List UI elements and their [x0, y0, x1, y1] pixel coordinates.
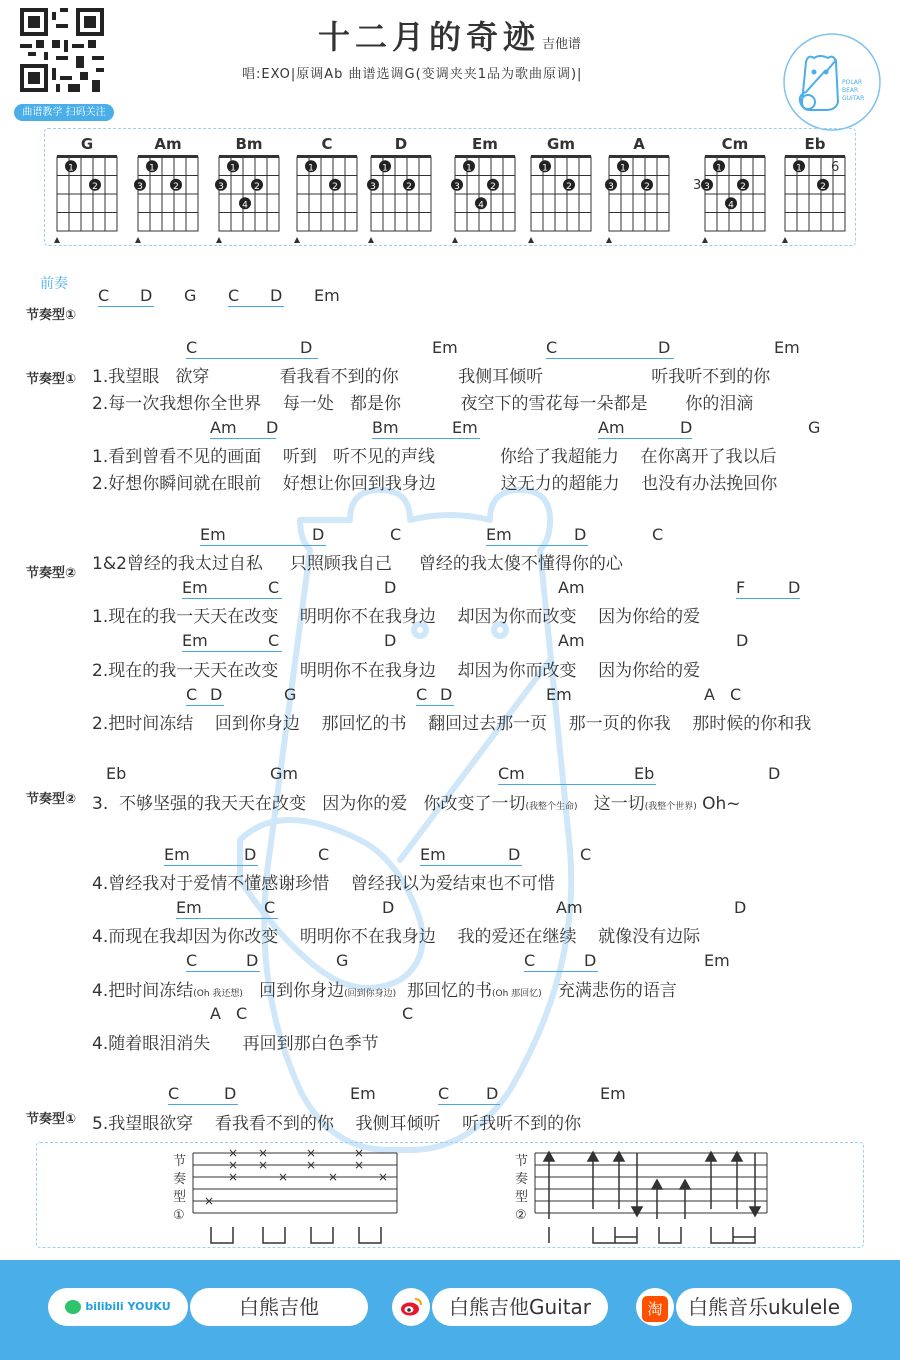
- svg-text:2: 2: [332, 181, 338, 192]
- lyric-line-v1a: 1.我望眼 欲穿 看我看不到的你 我侧耳倾听 听我听不到的你: [92, 367, 771, 387]
- chord-am: [134, 135, 198, 243]
- d3-text-1: 4.把时间冻结: [92, 981, 194, 1001]
- lyric-line-v2b: 2.好想你瞬间就在眼前 好想让你回到我身边 这无力的超能力 也没有办法挽回你: [92, 474, 778, 494]
- chord-underline: [416, 705, 454, 706]
- lyric-line-c1: 1&2曾经的我太过自私 只照顾我自己 曾经的我太傻不懂得你的心: [92, 554, 623, 574]
- chord-symbol: C: [264, 898, 276, 917]
- chord-symbol: D: [210, 685, 223, 704]
- chord-symbol: Em: [600, 1084, 626, 1103]
- svg-text:2: 2: [740, 181, 746, 192]
- chord-diagrams: [45, 129, 857, 247]
- rhythm-label-3: 节奏型②: [26, 566, 77, 581]
- chord-symbol: C: [186, 951, 198, 970]
- chord-symbol: D: [300, 338, 313, 357]
- svg-text:1: 1: [382, 163, 388, 174]
- chord-symbol: D: [788, 578, 801, 597]
- chord-symbol: C: [98, 286, 110, 305]
- chord-symbol: Am: [598, 418, 625, 437]
- title-suffix: 吉他谱: [542, 37, 582, 52]
- chord-symbol: Em: [546, 685, 572, 704]
- chord-symbol: D: [584, 951, 597, 970]
- chord-symbol: D: [658, 338, 671, 357]
- svg-text:1: 1: [716, 163, 722, 174]
- lyric-line-d3: [92, 976, 677, 1001]
- rhythm-diagrams: [37, 1143, 865, 1249]
- lyric-line-bridge: [92, 789, 741, 814]
- svg-text:2: 2: [490, 181, 496, 192]
- bridge-text-3: Oh~: [702, 794, 741, 814]
- chord-underline: [98, 306, 154, 307]
- lyric-line-d4: 4.随着眼泪消失 再回到那白色季节: [92, 1034, 379, 1054]
- svg-text:1: 1: [466, 163, 472, 174]
- taobao-glyph: 淘: [642, 1296, 668, 1322]
- r2-char-2: 奏: [515, 1172, 529, 1187]
- chord-underline: [210, 438, 276, 439]
- chord-name: C: [321, 135, 333, 153]
- lyric-line-c3: 2.现在的我一天天在改变 明明你不在我身边 却因为你而改变 因为你给的爱: [92, 661, 701, 681]
- svg-text:×: ×: [305, 1158, 317, 1172]
- svg-text:3: 3: [454, 181, 460, 192]
- chord-symbol: C: [652, 525, 664, 544]
- chord-symbol: D: [574, 525, 587, 544]
- lyric-line-c4: 2.把时间冻结 回到你身边 那回忆的书 翻回过去那一页 那一页的你我 那时候的你和我: [92, 714, 812, 734]
- chord-underline: [168, 1104, 238, 1105]
- chord-underline: [164, 865, 258, 866]
- svg-text:1: 1: [796, 163, 802, 174]
- chord-symbol: D: [508, 845, 521, 864]
- r2-strokes: [544, 1152, 760, 1219]
- lyric-line-d2: 4.而现在我却因为你改变 明明你不在我身边 我的爱还在继续 就像没有边际: [92, 927, 701, 947]
- chord-symbol: C: [580, 845, 592, 864]
- svg-text:4: 4: [242, 200, 248, 211]
- chord-name: Am: [154, 135, 182, 153]
- chord-symbol: C: [438, 1084, 450, 1103]
- chord-a: [605, 135, 669, 243]
- chord-symbol: D: [680, 418, 693, 437]
- chord-underline: [438, 1104, 500, 1105]
- svg-text:×: ×: [227, 1146, 239, 1160]
- chord-underline: [200, 545, 326, 546]
- d3-text-2: 回到你身边: [259, 981, 345, 1001]
- svg-text:3: 3: [608, 181, 614, 192]
- rhythm-label-4: 节奏型②: [26, 792, 77, 807]
- svg-text:×: ×: [227, 1158, 239, 1172]
- chord-chart-box: [44, 128, 856, 246]
- chord-underline: [486, 545, 588, 546]
- chord-underline: [186, 358, 318, 359]
- svg-text:4: 4: [728, 200, 734, 211]
- chord-symbol: C: [524, 951, 536, 970]
- svg-text:1: 1: [308, 163, 314, 174]
- d3-text-4: 充满悲伤的语言: [557, 981, 677, 1001]
- chord-symbol: Am: [556, 898, 583, 917]
- chord-name: A: [633, 135, 645, 153]
- svg-text:1: 1: [149, 163, 155, 174]
- lyric-line-e: 5.我望眼欲穿 看我看不到的你 我侧耳倾听 听我听不到的你: [92, 1114, 582, 1134]
- lyric-line-v2a: 1.看到曾看不见的画面 听到 听不见的声线 你给了我超能力 在你离开了我以后: [92, 447, 777, 467]
- svg-text:4: 4: [478, 200, 484, 211]
- chord-c: [294, 135, 357, 243]
- chord-bm: [215, 135, 279, 243]
- chord-g: [54, 135, 117, 243]
- svg-text:2: 2: [92, 181, 98, 192]
- chord-symbol: Em: [200, 525, 226, 544]
- chord-symbol: D: [440, 685, 453, 704]
- rhythm-pattern-2: [515, 1153, 528, 1223]
- chord-symbol: C: [390, 525, 402, 544]
- chord-symbol: Em: [774, 338, 800, 357]
- chord-symbol: D: [244, 845, 257, 864]
- chord-symbol: Em: [704, 951, 730, 970]
- chord-symbol: C: [730, 685, 742, 704]
- chord-symbol: C: [416, 685, 428, 704]
- chord-em: [451, 135, 515, 243]
- chord-symbol: Am: [210, 418, 237, 437]
- bridge-text-1: 3. 不够坚强的我天天在改变 因为你的爱 你改变了一切: [92, 794, 526, 814]
- chord-symbol: C: [168, 1084, 180, 1103]
- svg-text:3: 3: [370, 181, 376, 192]
- d3-text-3: 那回忆的书: [406, 981, 492, 1001]
- chord-underline: [182, 651, 282, 652]
- r1-beams: [211, 1227, 381, 1243]
- chord-symbol: Gm: [270, 764, 298, 783]
- r2-beams: [549, 1227, 755, 1243]
- svg-text:×: ×: [203, 1194, 215, 1208]
- svg-text:2: 2: [820, 181, 826, 192]
- svg-text:1: 1: [542, 163, 548, 174]
- r2-staff: [535, 1153, 767, 1213]
- wechat-icon: [65, 1300, 81, 1314]
- chord-symbol: D: [140, 286, 153, 305]
- r2-char-3: 型: [515, 1190, 529, 1205]
- video-platforms[interactable]: [48, 1288, 188, 1326]
- svg-text:2: 2: [644, 181, 650, 192]
- chord-d: [367, 135, 431, 243]
- chord-symbol: D: [384, 631, 397, 650]
- chord-underline: [546, 358, 674, 359]
- chord-symbol: Am: [558, 578, 585, 597]
- r1-char-4: ①: [173, 1208, 185, 1223]
- chord-symbol: D: [768, 764, 781, 783]
- chord-symbol: C: [546, 338, 558, 357]
- chord-symbol: Em: [350, 1084, 376, 1103]
- chord-underline: [186, 705, 224, 706]
- svg-text:2: 2: [173, 181, 179, 192]
- rhythm-label-2: 节奏型①: [26, 372, 77, 387]
- chord-underline: [182, 598, 282, 599]
- chord-symbol: F: [736, 578, 746, 597]
- bridge-note-1: (我整个生命): [525, 802, 578, 812]
- svg-text:×: ×: [353, 1158, 365, 1172]
- chord-underline: [176, 918, 278, 919]
- svg-text:3: 3: [218, 181, 224, 192]
- chord-cm: [693, 135, 765, 243]
- logo-text-1: POLAR: [842, 79, 863, 86]
- logo-text-3: GUITAR: [842, 95, 865, 102]
- r1-char-1: 节: [173, 1154, 187, 1169]
- chord-symbol: C: [268, 631, 280, 650]
- rhythm-label-1: 节奏型①: [26, 308, 77, 323]
- chord-gm: [528, 135, 591, 243]
- svg-text:×: ×: [277, 1170, 289, 1184]
- weibo-glyph: [399, 1295, 423, 1319]
- lyric-line-d1: 4.曾经我对于爱情不懂感谢珍惜 曾经我以为爱结束也不可惜: [92, 874, 555, 894]
- taobao-icon[interactable]: [636, 1288, 674, 1326]
- svg-text:×: ×: [257, 1146, 269, 1160]
- chord-symbol: D: [224, 1084, 237, 1103]
- lyric-line-v1b: 2.每一次我想你全世界 每一处 都是你 夜空下的雪花每一朵都是 你的泪滴: [92, 394, 754, 414]
- r1-char-2: 奏: [173, 1172, 187, 1187]
- chord-underline: [598, 438, 692, 439]
- bridge-note-2: (我整个世界): [644, 802, 697, 812]
- chord-underline: [372, 438, 480, 439]
- svg-text:2: 2: [254, 181, 260, 192]
- chord-eb: [782, 135, 845, 243]
- chord-symbol: C: [186, 685, 198, 704]
- svg-text:2: 2: [406, 181, 412, 192]
- chord-symbol: Em: [182, 578, 208, 597]
- chord-symbol: Eb: [106, 764, 127, 783]
- bridge-text-2: 这一切: [593, 794, 645, 814]
- qr-caption: 曲谱教学 扫码关注: [14, 104, 114, 121]
- chord-symbol: C: [228, 286, 240, 305]
- chord-symbol: D: [266, 418, 279, 437]
- chord-underline: [524, 971, 598, 972]
- chord-symbol: C: [268, 578, 280, 597]
- chord-symbol: C: [186, 338, 198, 357]
- chord-symbol: D: [736, 631, 749, 650]
- chord-symbol: C: [318, 845, 330, 864]
- svg-text:1: 1: [68, 163, 74, 174]
- weibo-icon[interactable]: [392, 1288, 430, 1326]
- platform-brands: bilibili YOUKU: [85, 1300, 171, 1313]
- chord-underline: [736, 598, 800, 599]
- r1-char-3: 型: [173, 1190, 187, 1205]
- chord-name: Gm: [547, 135, 575, 153]
- chord-symbol: D: [312, 525, 325, 544]
- svg-text:3: 3: [137, 181, 143, 192]
- chord-symbol: A: [704, 685, 715, 704]
- chord-symbol: Em: [182, 631, 208, 650]
- qr-code: [20, 8, 104, 92]
- chord-name: Em: [472, 135, 498, 153]
- chord-symbol: Eb: [634, 764, 655, 783]
- rhythm-pattern-1: [173, 1153, 186, 1223]
- svg-text:×: ×: [327, 1170, 339, 1184]
- chord-name: Eb: [804, 135, 826, 153]
- chord-symbol: D: [270, 286, 283, 305]
- chord-symbol: D: [486, 1084, 499, 1103]
- chord-symbol: D: [734, 898, 747, 917]
- r2-char-4: ②: [515, 1208, 527, 1223]
- chord-symbol: Cm: [498, 764, 525, 783]
- intro-tag: 前奏: [40, 276, 68, 292]
- chord-symbol: Em: [176, 898, 202, 917]
- song-subtitle: 唱:EXO|原调Ab 曲谱选调G(变调夹夹1品为歌曲原调)|: [242, 67, 583, 82]
- chord-name: G: [80, 135, 94, 153]
- d3-note-2: (回到你身边): [344, 989, 397, 999]
- r2-char-1: 节: [515, 1154, 529, 1169]
- chord-underline: [420, 865, 522, 866]
- chord-underline: [186, 971, 260, 972]
- chord-symbol: Em: [432, 338, 458, 357]
- svg-text:1: 1: [230, 163, 236, 174]
- chord-name: Cm: [721, 135, 749, 153]
- chord-fret-number: 6: [831, 160, 840, 175]
- svg-text:×: ×: [227, 1170, 239, 1184]
- svg-text:×: ×: [377, 1170, 389, 1184]
- chord-symbol: D: [384, 578, 397, 597]
- r1-staff: [193, 1153, 397, 1213]
- svg-text:2: 2: [566, 181, 572, 192]
- svg-text:3: 3: [704, 181, 710, 192]
- chord-underline: [228, 306, 284, 307]
- svg-text:×: ×: [353, 1146, 365, 1160]
- d3-note-1: (Oh 我还想): [193, 989, 243, 999]
- channel-weibo[interactable]: 白熊吉他Guitar: [432, 1288, 608, 1326]
- d3-note-3: (Oh 那回忆): [491, 989, 542, 999]
- rhythm-patterns-box: [36, 1142, 864, 1248]
- rhythm-label-5: 节奏型①: [26, 1112, 77, 1127]
- svg-text:1: 1: [620, 163, 626, 174]
- chord-symbol: Am: [558, 631, 585, 650]
- channel-taobao[interactable]: 白熊音乐ukulele: [676, 1288, 852, 1326]
- chord-symbol: Em: [486, 525, 512, 544]
- chord-symbol: Em: [452, 418, 478, 437]
- chord-symbol: C: [402, 1004, 414, 1023]
- chord-symbol: G: [808, 418, 821, 437]
- chord-name: D: [394, 135, 408, 153]
- chord-name: Bm: [235, 135, 263, 153]
- chord-symbol: Bm: [372, 418, 399, 437]
- logo-text-2: BEAR: [842, 87, 859, 94]
- chord-symbol: D: [382, 898, 395, 917]
- chord-symbol: G: [184, 286, 197, 305]
- lyric-line-c2: 1.现在的我一天天在改变 明明你不在我身边 却因为你而改变 因为你给的爱: [92, 607, 701, 627]
- chord-symbol: C: [236, 1004, 248, 1023]
- chord-symbol: G: [284, 685, 297, 704]
- song-title: 十二月的奇迹: [318, 18, 541, 56]
- chord-symbol: D: [246, 951, 259, 970]
- page-title: [318, 12, 581, 58]
- channel-baixiong-guitar[interactable]: 白熊吉他: [190, 1288, 368, 1326]
- chord-fret-number: 3: [693, 178, 702, 193]
- chord-symbol: Em: [420, 845, 446, 864]
- svg-text:×: ×: [257, 1158, 269, 1172]
- footer-bar: [0, 1260, 900, 1360]
- chord-symbol: G: [336, 951, 349, 970]
- svg-text:×: ×: [305, 1146, 317, 1160]
- chord-symbol: Em: [314, 286, 340, 305]
- polar-bear-logo: [782, 32, 882, 132]
- chord-symbol: A: [210, 1004, 221, 1023]
- chord-underline: [498, 784, 656, 785]
- chord-symbol: Em: [164, 845, 190, 864]
